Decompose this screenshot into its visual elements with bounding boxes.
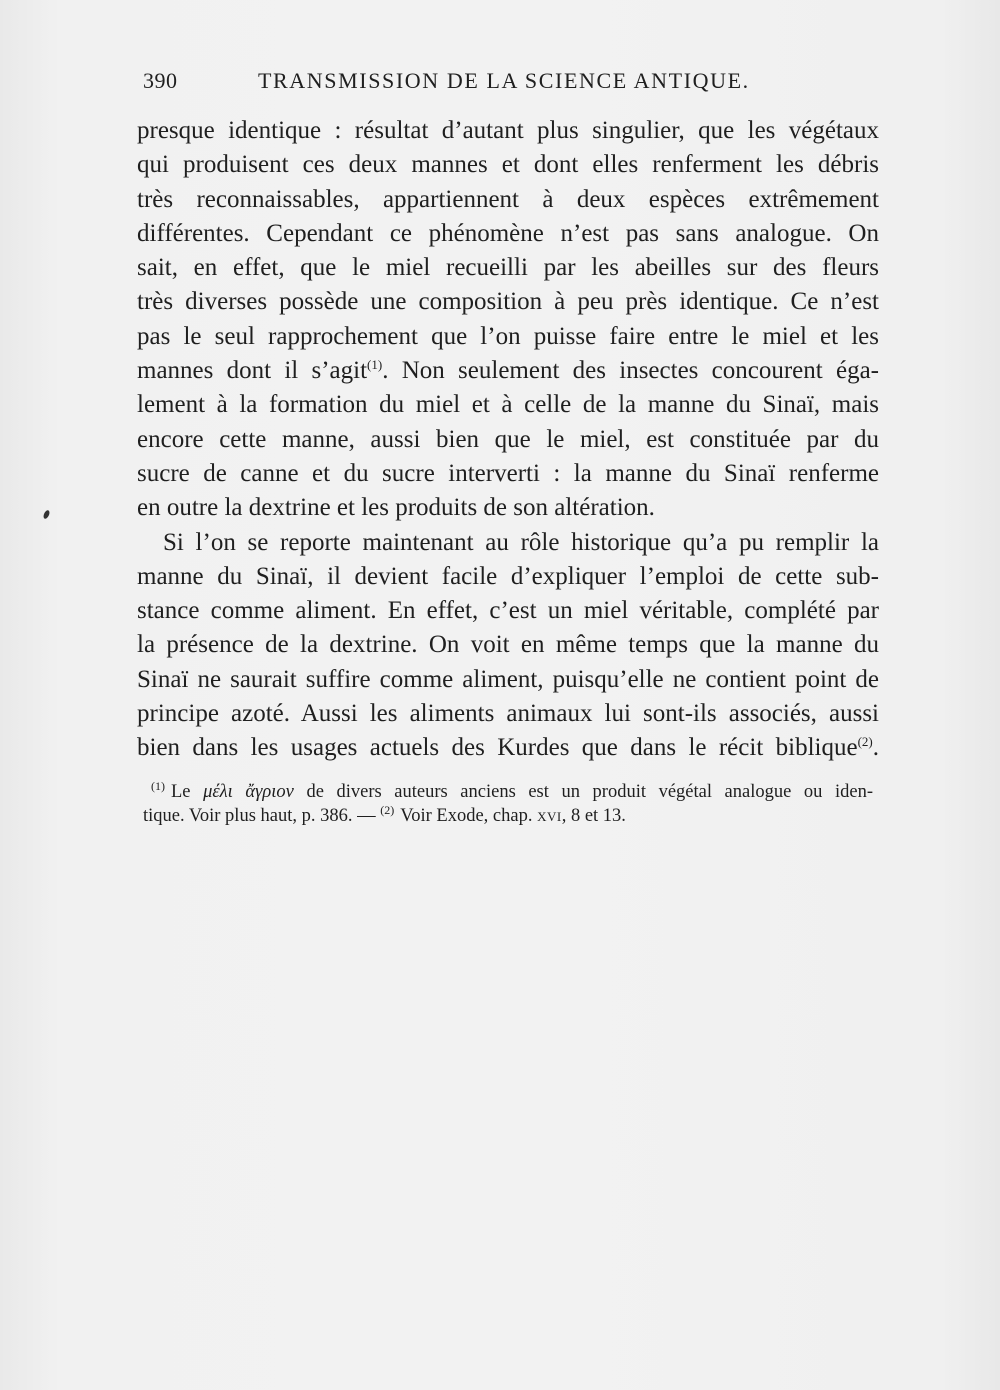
running-title: TRANSMISSION DE LA SCIENCE ANTIQUE.: [258, 68, 750, 93]
footnote-2-text: , 8 et 13.: [561, 806, 626, 826]
footnote-marker-2: (2): [380, 803, 395, 817]
text-line: en outre la dextrine et les produits de son altération.: [137, 494, 655, 522]
text-segment: mannes dont il s’agit: [137, 357, 368, 385]
text-line: principe azoté. Aussi les aliments animaux lui sont-ils associés, aussi: [137, 700, 879, 728]
text-line: presque identique : résultat d’autant plus singulier, que les végétaux: [137, 117, 879, 144]
chapter-numeral: xvi: [537, 806, 562, 826]
main-text: [137, 114, 879, 766]
text-line: la présence de la dextrine. On voit en même temps que la manne du: [137, 631, 879, 659]
footnote-continuation: [143, 804, 873, 828]
bleed-through-text: [170, 830, 176, 857]
footnote-text: Le: [171, 782, 191, 802]
text-line: très reconnaissables, appartiennent à deux espèces extrêmement: [137, 185, 879, 213]
note-reference-2: (2): [857, 734, 873, 750]
footnote-marker-1: (1): [151, 779, 165, 793]
ink-speck: [42, 509, 50, 519]
page-number: 390: [143, 68, 178, 93]
footnotes: [143, 780, 873, 828]
text-line: encore cette manne, aussi bien que le miel, est constituée par du: [137, 425, 879, 453]
text-line: différentes. Cependant ce phénomène n’est pas sans analogue. On: [137, 219, 879, 247]
text-line: sait, en effet, que le miel recueilli par les abeilles sur des fleurs: [137, 254, 879, 282]
text-line: stance comme aliment. En effet, c’est un miel véritable, complété par: [137, 597, 879, 625]
text-line: [137, 731, 879, 765]
text-line: lement à la formation du miel et à celle de la manne du Sinaï, mais: [137, 391, 879, 419]
text-segment: . Non seulement des insectes concourent éga-: [382, 357, 880, 385]
footnote-text: tique. Voir plus haut, p. 386. —: [143, 806, 376, 826]
text-line: manne du Sinaï, il devient facile d’expliquer l’emploi de cette sub-: [137, 562, 879, 590]
footnote-2-text: Voir Exode, chap.: [400, 806, 533, 826]
text-line: [137, 354, 879, 388]
footnote-text: de divers auteurs anciens est un produit végétal analogue ou iden-: [306, 782, 873, 802]
text-line: très diverses possède une composition à peu près identique. Ce n’est: [137, 288, 879, 316]
greek-phrase: μέλι ἄγριον: [203, 782, 294, 802]
text-line: qui produisent ces deux mannes et dont elles renferment les débris: [137, 151, 879, 179]
text-line: Sinaï ne saurait suffire comme aliment, puisqu’elle ne contient point de: [137, 665, 879, 693]
text-line: Si l’on se reporte maintenant au rôle historique qu’a pu remplir la: [163, 528, 879, 556]
footnote-1: [143, 780, 873, 804]
text-segment: bien dans les usages actuels des Kurdes que dans le récit biblique: [137, 734, 858, 762]
text-segment: .: [872, 734, 879, 762]
note-reference-1: (1): [367, 357, 383, 373]
page-header: [143, 68, 878, 98]
text-line: sucre de canne et du sucre interverti : la manne du Sinaï renferme: [137, 459, 879, 487]
text-line: pas le seul rapprochement que l’on puisse faire entre le miel et les: [137, 322, 879, 350]
